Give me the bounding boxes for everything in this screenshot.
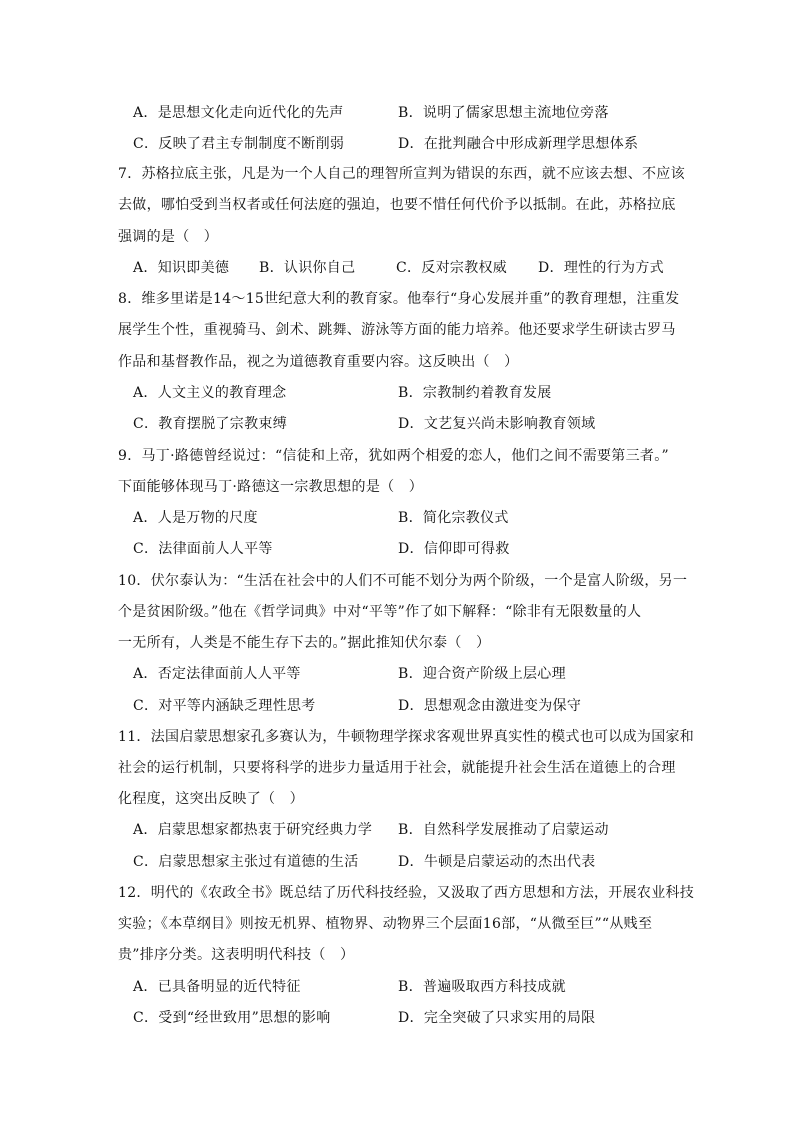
q12-stem-line-3: 贵”排序分类。这表明明代科技（ ） [118, 947, 355, 963]
q10-option-b: B．迎合资产阶级上层心理 [398, 666, 566, 682]
q12-stem-line-1: 12．明代的《农政全书》既总结了历代科技经验，又汲取了西方思想和方法，开展农业科技 [118, 885, 695, 901]
q9-stem-line-1: 9．马丁·路德曾经说过：“信徒和上帝，犹如两个相爱的恋人，他们之间不需要第三者。” [118, 448, 669, 464]
q8-stem-line-1: 8．维多里诺是14～15世纪意大利的教育家。他奉行“身心发展并重”的教育理想，注重发 [118, 291, 680, 307]
q12-option-a: A．已具备明显的近代特征 [133, 979, 301, 995]
q8-option-b: B．宗教制约着教育发展 [398, 385, 552, 401]
q10-option-c: C．对平等内涵缺乏理性思考 [133, 698, 316, 714]
q12-stem-line-2: 实验；《本草纲目》则按无机界、植物界、动物界三个层面16部，“从微至巨”“从贱至 [118, 916, 653, 932]
q11-option-a: A．启蒙思想家都热衷于研究经典力学 [133, 822, 373, 838]
q10-stem-line-3: 一无所有，人类是不能生存下去的。”据此推知伏尔泰（ ） [118, 635, 491, 651]
q7-option-a: A．知识即美德 [133, 260, 230, 276]
q9-stem-line-2: 下面能够体现马丁·路德这一宗教思想的是（ ） [118, 479, 424, 495]
q7-option-c: C．反对宗教权威 [396, 260, 508, 276]
q11-stem-line-3: 化程度，这突出反映了（ ） [118, 791, 304, 807]
q7-option-b: B．认识你自己 [259, 260, 356, 276]
q11-stem-line-1: 11．法国启蒙思想家孔多赛认为，牛顿物理学探求客观世界真实性的模式也可以成为国家和 [118, 729, 695, 745]
q8-option-a: A．人文主义的教育理念 [133, 385, 287, 401]
q12-option-c: C．受到“经世致用”思想的影响 [133, 1010, 331, 1026]
q7-stem-line-1: 7．苏格拉底主张，凡是为一个人自己的理智所宣判为错误的东西，就不应该去想、不应该 [118, 166, 685, 182]
q6-option-b: B．说明了儒家思想主流地位旁落 [398, 105, 609, 121]
q10-stem-line-2: 个是贫困阶级。”他在《哲学词典》中对“平等”作了如下解释：“除非有无限数量的人 [118, 604, 642, 620]
q9-option-b: B．简化宗教仪式 [398, 510, 509, 526]
q8-stem-line-2: 展学生个性，重视骑马、剑术、跳舞、游泳等方面的能力培养。他还要求学生研读古罗马 [118, 322, 676, 338]
q12-option-b: B．普遍吸取西方科技成就 [398, 979, 566, 995]
q8-stem-line-3: 作品和基督教作品，视之为道德教育重要内容。这反映出（ ） [118, 354, 519, 370]
q9-option-a: A．人是万物的尺度 [133, 510, 258, 526]
q11-option-c: C．启蒙思想家主张过有道德的生活 [133, 854, 359, 870]
q9-option-c: C．法律面前人人平等 [133, 541, 273, 557]
q6-option-a: A．是思想文化走向近代化的先声 [133, 105, 344, 121]
q7-option-d: D．理性的行为方式 [538, 260, 664, 276]
q11-option-b: B．自然科学发展推动了启蒙运动 [398, 822, 609, 838]
q10-stem-line-1: 10．伏尔泰认为：“生活在社会中的人们不可能不划分为两个阶级，一个是富人阶级，另一 [118, 573, 688, 589]
q11-stem-line-2: 社会的运行机制，只要将科学的进步力量适用于社会，就能提升社会生活在道德上的合理 [118, 760, 676, 776]
q8-option-c: C．教育摆脱了宗教束缚 [133, 416, 288, 432]
q7-stem-line-3: 强调的是（ ） [118, 229, 219, 245]
q8-option-d: D．文艺复兴尚未影响教育领域 [398, 416, 596, 432]
q6-option-d: D．在批判融合中形成新理学思想体系 [398, 136, 639, 152]
q11-option-d: D．牛顿是启蒙运动的杰出代表 [398, 854, 596, 870]
q12-option-d: D．完全突破了只求实用的局限 [398, 1010, 596, 1026]
q10-option-a: A．否定法律面前人人平等 [133, 666, 301, 682]
q7-stem-line-2: 去做，哪怕受到当权者或任何法庭的强迫，也要不惜任何代价予以抵制。在此，苏格拉底 [118, 197, 676, 213]
q6-option-c: C．反映了君主专制制度不断削弱 [133, 136, 345, 152]
q9-option-d: D．信仰即可得救 [398, 541, 510, 557]
q10-option-d: D．思想观念由激进变为保守 [398, 698, 582, 714]
